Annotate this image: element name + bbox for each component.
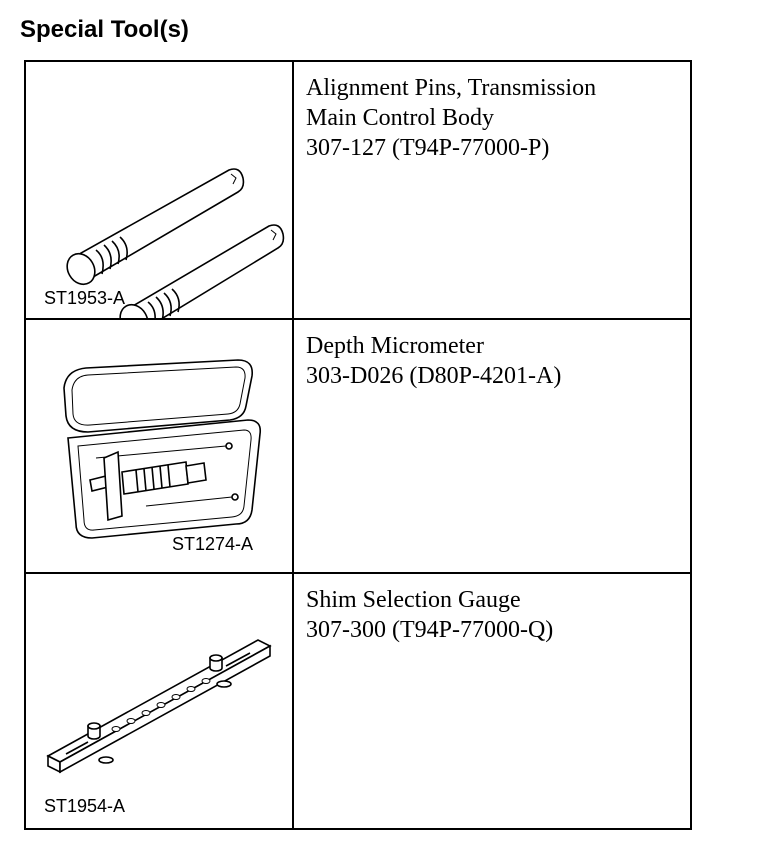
illustration-ref: ST1954-A — [44, 796, 126, 816]
tool-number: 307-127 (T94P-77000-P) — [306, 135, 550, 161]
tool-description-cell — [294, 574, 690, 828]
alignment-pins-illustration — [26, 62, 292, 318]
tool-name: Alignment Pins, Transmission — [306, 75, 597, 101]
tool-name: Main Control Body — [306, 105, 495, 131]
tool-image-cell — [26, 574, 294, 828]
shim-selection-gauge-illustration — [26, 574, 292, 828]
tool-number: 307-300 (T94P-77000-Q) — [306, 617, 554, 643]
tool-image-cell — [26, 320, 294, 574]
special-tools-table — [24, 60, 692, 830]
illustration-ref: ST1274-A — [172, 534, 254, 554]
illustration-ref: ST1953-A — [44, 288, 126, 308]
section-title: Special Tool(s) — [20, 16, 189, 43]
tool-name: Depth Micrometer — [306, 333, 484, 359]
tool-image-cell — [26, 62, 294, 320]
tool-number: 303-D026 (D80P-4201-A) — [306, 363, 562, 389]
tool-description-cell — [294, 62, 690, 320]
tool-name: Shim Selection Gauge — [306, 587, 521, 613]
tool-description-cell — [294, 320, 690, 574]
